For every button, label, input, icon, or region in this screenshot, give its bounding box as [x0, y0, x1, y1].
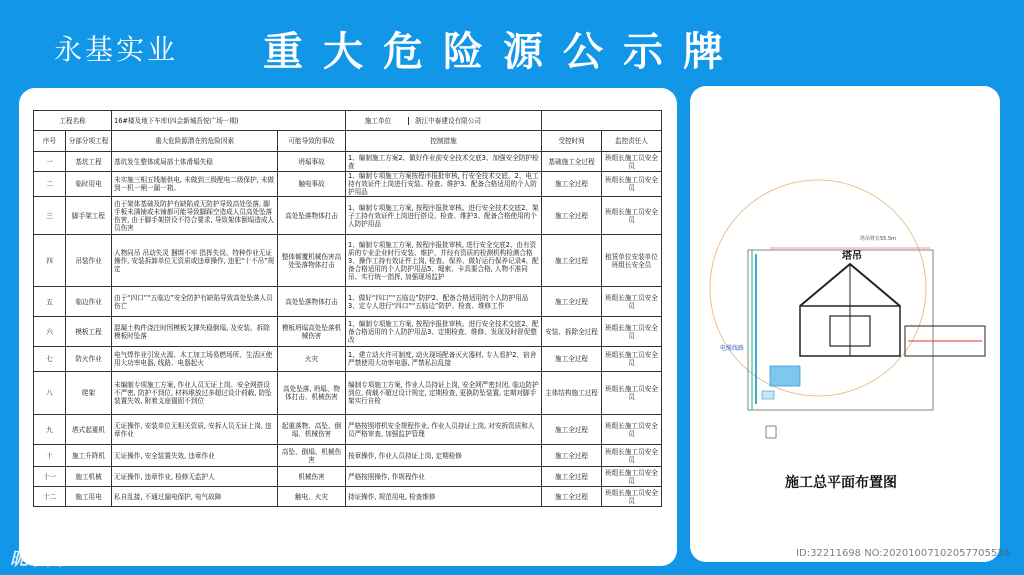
row-accident: 高坠、倒塌、机械伤害 — [278, 445, 346, 467]
project-row — [34, 111, 662, 131]
project-name-label: 工程名称 — [34, 111, 112, 131]
row-part: 临边作业 — [66, 287, 112, 317]
row-accident: 整体倾覆机械伤害高处坠落物体打击 — [278, 235, 346, 287]
row-measure: 编制专项施工方案, 作业人员持证上岗, 安全网严密封闭, 临边防护到位, 荷载不超过设计规定, 定期检查, 更换防坠装置, 定期对脚手架实行自检 — [346, 372, 542, 415]
table-row — [34, 287, 662, 317]
row-number: 六 — [34, 317, 66, 347]
crane-radius-circle — [710, 180, 926, 396]
site-plan-drawing — [700, 146, 990, 466]
col-header-time: 受控时间 — [542, 131, 602, 152]
project-row-blank — [542, 111, 662, 131]
col-header-hazard: 重大危险源潜在的危险因素 — [112, 131, 278, 152]
row-number: 五 — [34, 287, 66, 317]
site-map-panel — [690, 86, 1000, 562]
row-part: 施工升降机 — [66, 445, 112, 467]
row-time: 施工全过程 — [542, 172, 602, 197]
row-measure: 1、编制专项施工方案按程序报批审核, 行安全技术交底。2、电工持有效证件上岗进行安装、检查、维护3、配备合格适用的个人防护用品 — [346, 172, 542, 197]
row-person: 班组长施工员安全员 — [602, 415, 662, 445]
project-name-value: 16#楼及地下车库(四会新城吾悦广场一期) — [112, 111, 346, 131]
row-number: 一 — [34, 152, 66, 172]
row-person: 班组长施工员安全员 — [602, 287, 662, 317]
row-measure: 1、编制专项施工方案, 按程序报批审核。进行安全技术交底2、架子工持有效证件上岗进行搭设、检查、维护3、配备合格使用的个人防护用品 — [346, 197, 542, 235]
row-hazard: 由于架体基础及防护有缺陷或无防护导致高处坠落, 脚手板未满铺或未铺都可能导致脚踩空造成人员高处坠落伤害, 由于脚手架搭设不符合要求, 导致架体倒塌造成人员伤害 — [112, 197, 278, 235]
col-header-measure: 控制措施 — [346, 131, 542, 152]
row-hazard: 由于“四口”“五临边”安全防护有缺陷导致高处坠落人员伤亡 — [112, 287, 278, 317]
row-number: 二 — [34, 172, 66, 197]
company-name: 永基实业 — [54, 33, 179, 66]
row-time: 施工全过程 — [542, 467, 602, 487]
row-measure: 持证操作, 规范用电, 检查维修 — [346, 487, 542, 507]
row-accident: 高处坠落物体打击 — [278, 197, 346, 235]
row-hazard: 未实施三相五线制供电, 未做到三级配电二级保护, 未做到一机一闸一漏一箱。 — [112, 172, 278, 197]
row-number: 九 — [34, 415, 66, 445]
row-hazard: 无证操作, 违章作业, 检修无监护人 — [112, 467, 278, 487]
row-person: 班组长施工员安全员 — [602, 467, 662, 487]
row-part: 吊装作业 — [66, 235, 112, 287]
row-person: 班组长施工员安全员 — [602, 347, 662, 372]
table-row — [34, 467, 662, 487]
row-accident: 高处坠落, 坍塌、物体打击、机械伤害 — [278, 372, 346, 415]
row-person: 班组长施工员安全员 — [602, 317, 662, 347]
row-accident: 火灾 — [278, 347, 346, 372]
table-row — [34, 487, 662, 507]
table-row — [34, 197, 662, 235]
row-person: 班组长施工员安全员 — [602, 445, 662, 467]
cable-label: 电缆线路 — [720, 345, 745, 352]
table-row — [34, 415, 662, 445]
col-header-accident: 可能导致的事故 — [278, 131, 346, 152]
row-measure: 严格按照操作, 作规程作业 — [346, 467, 542, 487]
row-measure: 按章操作, 作业人员持证上岗, 定期检修 — [346, 445, 542, 467]
row-number: 七 — [34, 347, 66, 372]
col-header-no: 序号 — [34, 131, 66, 152]
site-shed — [762, 391, 774, 399]
row-hazard: 基坑发生整体或局部土体滑塌失稳 — [112, 152, 278, 172]
site-building — [770, 366, 800, 386]
row-part: 防火作业 — [66, 347, 112, 372]
row-part: 临时用电 — [66, 172, 112, 197]
row-measure: 1、做好“四口”“五临边”防护2、配备合格适用的个人防护用品3、定专人进行“四口”“五临边”防护、检查、维修工作 — [346, 287, 542, 317]
gate-box — [766, 426, 776, 438]
row-accident: 起重落物、高坠、倒塌、机械伤害 — [278, 415, 346, 445]
row-part: 基坑工程 — [66, 152, 112, 172]
row-part: 塔式起重机 — [66, 415, 112, 445]
row-person: 班组长施工员安全员 — [602, 487, 662, 507]
row-accident: 坍塌事故 — [278, 152, 346, 172]
row-hazard: 无证操作, 安全装置失效, 违章作业 — [112, 445, 278, 467]
row-accident: 触电、火灾 — [278, 487, 346, 507]
row-hazard: 电气焊作业引发火源、木工加工场易燃场所、生活区使用大功率电器, 线路、电器起火 — [112, 347, 278, 372]
row-person: 班组长施工员安全员 — [602, 152, 662, 172]
row-part: 施工机械 — [66, 467, 112, 487]
row-person: 班组长施工员安全员 — [602, 197, 662, 235]
row-time: 基础施工全过程 — [542, 152, 602, 172]
row-number: 十 — [34, 445, 66, 467]
table-row — [34, 235, 662, 287]
row-part: 爬架 — [66, 372, 112, 415]
watermark-brand: 昵享网 — [10, 549, 64, 570]
row-person: 班组长施工员安全员 — [602, 372, 662, 415]
project-unit-cell — [346, 111, 542, 131]
table-row — [34, 347, 662, 372]
row-hazard: 混凝土构件浇注时因模板支撑失稳倒塌, 及安装、拆除模板时坠落 — [112, 317, 278, 347]
table-row — [34, 317, 662, 347]
header-row — [34, 131, 662, 152]
project-unit-label: 施工单位 — [348, 117, 409, 125]
row-time: 施工全过程 — [542, 347, 602, 372]
row-part: 脚手架工程 — [66, 197, 112, 235]
row-time: 主体结构施工过程 — [542, 372, 602, 415]
row-hazard: 无证操作, 安装单位无相关资质, 安拆人员无证上岗, 违章作业 — [112, 415, 278, 445]
col-header-part: 分部分项工程 — [66, 131, 112, 152]
site-map-caption: 施工总平面布置图 — [785, 475, 897, 491]
row-accident: 机械伤害 — [278, 467, 346, 487]
row-measure: 严格按照塔机安全规程作业, 作业人员持证上岗, 对安拆资质和人员严格审查, 加强监护管理 — [346, 415, 542, 445]
row-measure: 1、建立动火许可制度, 动火现场配备灭火器材, 专人看护2、宿舍严禁使用大功率电器, 严禁私拉乱接 — [346, 347, 542, 372]
row-part: 施工用电 — [66, 487, 112, 507]
row-number: 十一 — [34, 467, 66, 487]
row-accident: 触电事故 — [278, 172, 346, 197]
row-person: 班组长施工员安全员 — [602, 172, 662, 197]
row-hazard: 私自乱接, 不通过漏电保护, 电气故障 — [112, 487, 278, 507]
row-time: 施工全过程 — [542, 487, 602, 507]
row-time: 施工全过程 — [542, 197, 602, 235]
col-header-person: 监控责任人 — [602, 131, 662, 152]
table-row — [34, 445, 662, 467]
project-unit-value: 浙江中泰建设有限公司 — [415, 116, 481, 125]
row-person: 租赁单位安装单位班组长安全员 — [602, 235, 662, 287]
row-accident: 高处坠落物体打击 — [278, 287, 346, 317]
row-hazard: 人物同吊 吊动失灵 捆绑不牢 指挥失误、特种作业无证操作, 安装拆卸单位无资质或违章操作, 违犯“十不吊”规定 — [112, 235, 278, 287]
hazard-table — [33, 110, 662, 507]
row-number: 三 — [34, 197, 66, 235]
watermark-id: ID:32211698 NO:20201007102057705534 — [796, 548, 1010, 559]
hazard-table-panel — [19, 88, 677, 566]
row-number: 四 — [34, 235, 66, 287]
table-row — [34, 372, 662, 415]
row-time: 施工全过程 — [542, 287, 602, 317]
row-time: 施工全过程 — [542, 235, 602, 287]
row-hazard: 未编制专项施工方案, 作业人员无证上岗。安全网搭设不严密, 防护不到位, 材料堆放过多超过设计荷载, 防坠装置失效, 附着支座锚固不到位 — [112, 372, 278, 415]
row-measure: 1、编制专项施工方案, 按程序报批审核。进行安全技术交底2、配备合格适用的个人防护用品3、定期检查、维修、发现及时督促整改 — [346, 317, 542, 347]
row-part: 模板工程 — [66, 317, 112, 347]
row-number: 八 — [34, 372, 66, 415]
crane-label: 塔吊 — [842, 251, 862, 262]
row-time: 施工全过程 — [542, 415, 602, 445]
row-accident: 模板坍塌高处坠落机械伤害 — [278, 317, 346, 347]
row-time: 安装、拆除全过程 — [542, 317, 602, 347]
page-title: 重大危险源公示牌 — [263, 29, 743, 75]
crane-note: 塔吊臂长55.5m — [860, 236, 897, 242]
table-row — [34, 172, 662, 197]
watermark-url: www.nipic.cn — [128, 551, 201, 564]
row-measure: 1、编制专项施工方案, 按程序报批审核, 进行安全交底2、由有资质的专业企业时行安装、维护、并经有资质的检测机构检测合格3、操作工持有效证件上岗, 检查、保养、做好运行保养记录4、配备合格适用的个人防护用品5、绳索、卡具要合格, 人物不准同吊、实行统一指挥, 加强现场监护 — [346, 235, 542, 287]
table-row — [34, 152, 662, 172]
row-number: 十二 — [34, 487, 66, 507]
row-measure: 1、编制施工方案2、做好作业前安全技术交底3、加强安全防护检查 — [346, 152, 542, 172]
row-time: 施工全过程 — [542, 445, 602, 467]
